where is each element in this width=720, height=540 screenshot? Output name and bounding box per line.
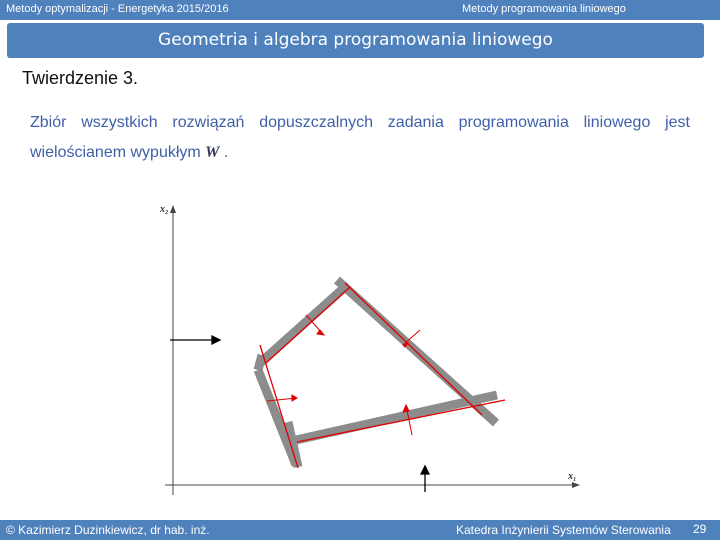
constraint-line-4 — [260, 345, 298, 468]
top-bar — [0, 0, 720, 20]
bottom-arrow-icon — [421, 466, 429, 474]
marker-3-arrow-icon — [292, 395, 297, 401]
footer-author: © Kazimierz Duzinkiewicz, dr hab. inż. — [6, 523, 210, 537]
boundary-band-bottom — [296, 395, 497, 440]
axis-arrows — [170, 336, 429, 492]
feasible-region-boundary — [258, 280, 497, 467]
slide-title: Geometria i algebra programowania liniowego — [7, 23, 704, 58]
x-axis-label: x₁ — [568, 471, 577, 482]
boundary-band-upper-left — [260, 287, 345, 363]
marker-4-arrow-icon — [403, 405, 409, 412]
statement-text: Zbiór wszystkich rozwiązań dopuszczalnych zadania programowania liniowego jest wielościanem wypukłym — [30, 114, 690, 161]
page-number: 29 — [693, 522, 707, 536]
feasible-region-diagram — [150, 195, 600, 505]
course-title: Metody optymalizacji - Energetyka 2015/2016 — [6, 3, 229, 15]
theorem-statement — [30, 108, 690, 168]
statement-end: . — [219, 144, 229, 161]
polyhedron-variable: W — [205, 144, 220, 161]
x-axis-arrow-icon — [572, 482, 580, 488]
constraint-line-1 — [266, 287, 350, 363]
y-axis-arrow-icon — [170, 205, 176, 213]
footer-bar — [0, 520, 720, 540]
lecture-title: Metody programowania liniowego — [462, 3, 626, 15]
constraint-line-3 — [297, 400, 505, 442]
footer-department: Katedra Inżynierii Systemów Sterowania — [456, 523, 671, 537]
theorem-heading: Twierdzenie 3. — [22, 68, 139, 88]
marker-1-arrow-icon — [317, 330, 324, 335]
left-arrow-icon — [212, 336, 220, 344]
y-axis-label: x₂ — [160, 204, 169, 215]
constraint-line-2 — [345, 283, 482, 415]
